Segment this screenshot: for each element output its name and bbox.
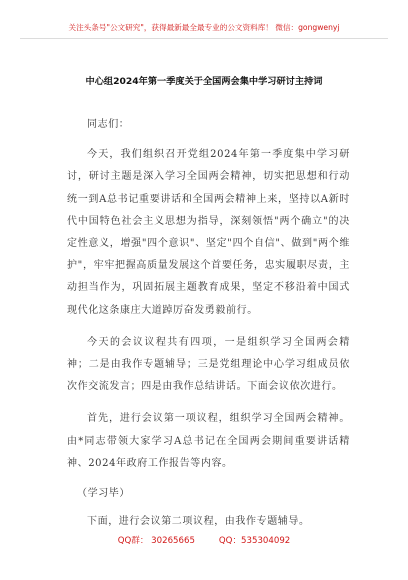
document-body (67, 114, 350, 533)
paragraph-first-item: 首先，进行会议第一项议程，组织学习全国两会精神。由*同志带领大家学习A总书记在全国两会期间重要讲话精神、2024年政府工作报告等内容。 (67, 413, 350, 469)
paragraph-agenda: 今天的会议议程共有四项，一是组织学习全国两会精神；二是由我作专题辅导；三是党组理论中心学习组成员依次作交流发言；四是由我作总结讲话。下面会议依次进行。 (67, 336, 350, 393)
document-title: 中心组2024年第一季度关于全国两会集中学习研讨主持词 (85, 76, 323, 87)
paragraph-opening: 今天，我们组织召开党组2024年第一季度集中学习研讨，研讨主题是深入学习全国两会精神，切实把思想和行动统一到A总书记重要讲话和全国两会精神上来，坚持以A新时代中国特色社会主义思想为指导，深刻领悟"两个确立"的决定性意义，增强"四个意识"、坚定"四个自信"、做到"两个维护"，牢牢把握高质量发展这个首要任务，忠实履职尽责，主动担当作为，巩固拓展主题教育成果，坚定不移沿着中国式现代化这条康庄大道踔厉奋发勇毅前行。 (67, 149, 350, 316)
paragraph-second-item: 下面，进行会议第二项议程，由我作专题辅导。 (87, 516, 310, 528)
header-divider (20, 38, 388, 39)
salutation: 同志们： (87, 119, 130, 130)
qq-group: QQ群： 30265665 (117, 536, 195, 546)
contact-footer (0, 534, 408, 546)
qq-number: QQ：535304092 (218, 536, 291, 546)
paragraph-study-note: （学习毕） (77, 488, 130, 500)
promo-banner: 关注头条号"公文研究"，获得最新最全最专业的公文资料库！ 微信：gongwenyj (68, 23, 340, 32)
